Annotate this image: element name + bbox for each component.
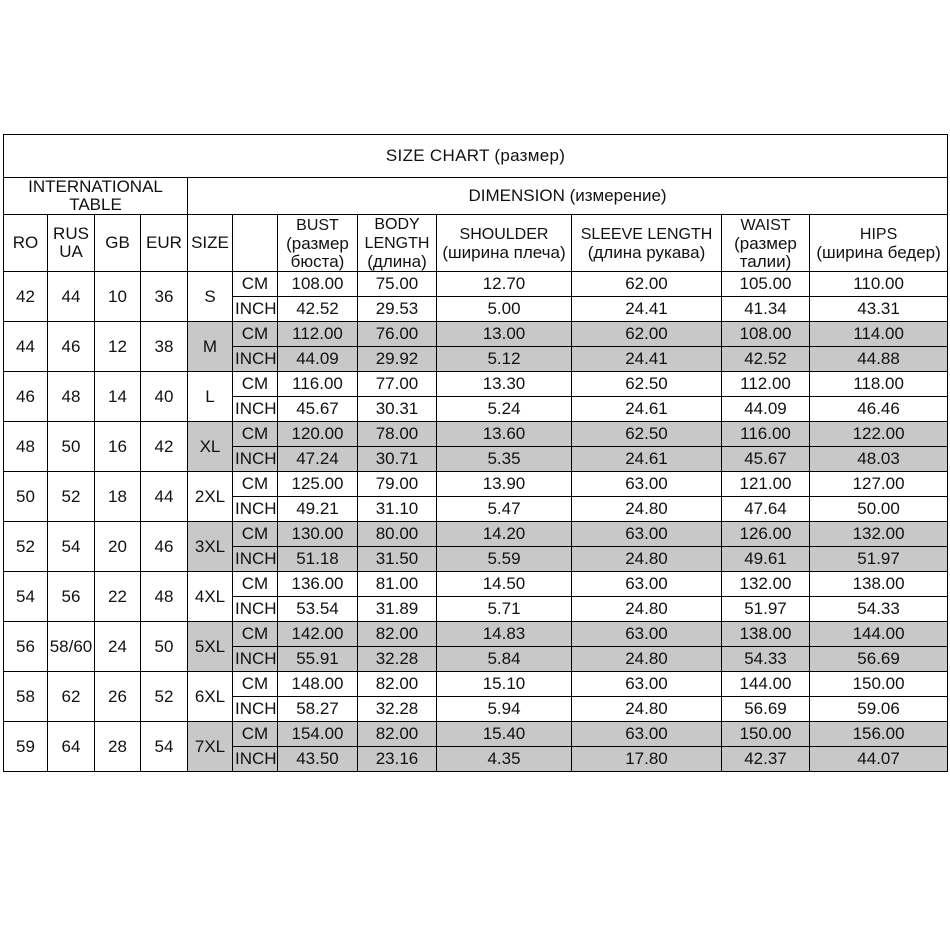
bust-value: 130.00 xyxy=(278,522,358,547)
unit-cm-cell: CM xyxy=(233,622,278,647)
header-size: SIZE xyxy=(188,215,233,272)
unit-inch-cell: INCH xyxy=(233,397,278,422)
rus-ua-cell: 46 xyxy=(48,322,95,372)
waist-value: 105.00 xyxy=(722,272,810,297)
size-label-cell: S xyxy=(188,272,233,322)
sleeve-length-value: 63.00 xyxy=(572,722,722,747)
hips-value: 44.07 xyxy=(810,747,948,772)
international-table-label: INTERNATIONAL TABLE xyxy=(4,178,188,215)
size-row-cm xyxy=(4,322,948,347)
gb-cell: 12 xyxy=(95,322,141,372)
unit-inch-cell: INCH xyxy=(233,547,278,572)
header-bust: BUST (размер бюста) xyxy=(278,215,358,272)
gb-cell: 26 xyxy=(95,672,141,722)
waist-value: 132.00 xyxy=(722,572,810,597)
hips-value: 51.97 xyxy=(810,547,948,572)
bust-value: 47.24 xyxy=(278,447,358,472)
waist-value: 44.09 xyxy=(722,397,810,422)
rus-ua-cell: 44 xyxy=(48,272,95,322)
shoulder-value: 13.60 xyxy=(437,422,572,447)
sleeve-length-value: 63.00 xyxy=(572,472,722,497)
size-row-cm xyxy=(4,522,948,547)
sleeve-length-value: 63.00 xyxy=(572,572,722,597)
body-length-value: 31.10 xyxy=(358,497,437,522)
waist-value: 41.34 xyxy=(722,297,810,322)
unit-cm-cell: CM xyxy=(233,572,278,597)
header-sleeve-length: SLEEVE LENGTH (длина рукава) xyxy=(572,215,722,272)
size-label-cell: 2XL xyxy=(188,472,233,522)
sleeve-length-value: 24.61 xyxy=(572,397,722,422)
eur-cell: 46 xyxy=(141,522,188,572)
body-length-value: 78.00 xyxy=(358,422,437,447)
waist-value: 138.00 xyxy=(722,622,810,647)
shoulder-value: 14.50 xyxy=(437,572,572,597)
hips-value: 156.00 xyxy=(810,722,948,747)
size-label-cell: 5XL xyxy=(188,622,233,672)
header-waist: WAIST (размер талии) xyxy=(722,215,810,272)
bust-value: 125.00 xyxy=(278,472,358,497)
unit-inch-cell: INCH xyxy=(233,297,278,322)
waist-value: 49.61 xyxy=(722,547,810,572)
unit-cm-cell: CM xyxy=(233,422,278,447)
sleeve-length-value: 62.50 xyxy=(572,372,722,397)
hips-value: 48.03 xyxy=(810,447,948,472)
shoulder-value: 5.59 xyxy=(437,547,572,572)
rus-ua-cell: 52 xyxy=(48,472,95,522)
bust-value: 42.52 xyxy=(278,297,358,322)
waist-value: 51.97 xyxy=(722,597,810,622)
waist-value: 56.69 xyxy=(722,697,810,722)
eur-cell: 54 xyxy=(141,722,188,772)
sleeve-length-value: 24.41 xyxy=(572,347,722,372)
header-unit xyxy=(233,215,278,272)
sleeve-length-value: 24.80 xyxy=(572,697,722,722)
eur-cell: 42 xyxy=(141,422,188,472)
body-length-value: 30.71 xyxy=(358,447,437,472)
body-length-value: 77.00 xyxy=(358,372,437,397)
body-length-value: 79.00 xyxy=(358,472,437,497)
eur-cell: 40 xyxy=(141,372,188,422)
size-row-cm xyxy=(4,572,948,597)
size-row-cm xyxy=(4,372,948,397)
shoulder-value: 5.00 xyxy=(437,297,572,322)
hips-value: 56.69 xyxy=(810,647,948,672)
gb-cell: 20 xyxy=(95,522,141,572)
sleeve-length-value: 24.80 xyxy=(572,647,722,672)
waist-value: 112.00 xyxy=(722,372,810,397)
header-eur: EUR xyxy=(141,215,188,272)
bust-value: 44.09 xyxy=(278,347,358,372)
bust-value: 120.00 xyxy=(278,422,358,447)
sleeve-length-value: 63.00 xyxy=(572,522,722,547)
unit-inch-cell: INCH xyxy=(233,497,278,522)
bust-value: 142.00 xyxy=(278,622,358,647)
sleeve-length-value: 62.00 xyxy=(572,272,722,297)
size-label-cell: XL xyxy=(188,422,233,472)
body-length-value: 76.00 xyxy=(358,322,437,347)
unit-cm-cell: CM xyxy=(233,372,278,397)
eur-cell: 50 xyxy=(141,622,188,672)
size-label-cell: 4XL xyxy=(188,572,233,622)
hips-value: 138.00 xyxy=(810,572,948,597)
unit-cm-cell: CM xyxy=(233,522,278,547)
unit-inch-cell: INCH xyxy=(233,647,278,672)
sleeve-length-value: 24.41 xyxy=(572,297,722,322)
hips-value: 132.00 xyxy=(810,522,948,547)
body-length-value: 75.00 xyxy=(358,272,437,297)
shoulder-value: 15.10 xyxy=(437,672,572,697)
waist-value: 126.00 xyxy=(722,522,810,547)
unit-cm-cell: CM xyxy=(233,722,278,747)
ro-cell: 46 xyxy=(4,372,48,422)
body-length-value: 32.28 xyxy=(358,697,437,722)
rus-ua-cell: 56 xyxy=(48,572,95,622)
shoulder-value: 14.20 xyxy=(437,522,572,547)
bust-value: 58.27 xyxy=(278,697,358,722)
shoulder-value: 14.83 xyxy=(437,622,572,647)
rus-ua-cell: 54 xyxy=(48,522,95,572)
bust-value: 154.00 xyxy=(278,722,358,747)
sleeve-length-value: 24.80 xyxy=(572,597,722,622)
header-rus-ua: RUS UA xyxy=(48,215,95,272)
header-body-length: BODY LENGTH (длина) xyxy=(358,215,437,272)
bust-value: 112.00 xyxy=(278,322,358,347)
shoulder-value: 5.35 xyxy=(437,447,572,472)
header-shoulder: SHOULDER (ширина плеча) xyxy=(437,215,572,272)
ro-cell: 44 xyxy=(4,322,48,372)
body-length-value: 82.00 xyxy=(358,722,437,747)
shoulder-value: 5.47 xyxy=(437,497,572,522)
ro-cell: 59 xyxy=(4,722,48,772)
hips-value: 110.00 xyxy=(810,272,948,297)
size-chart-table xyxy=(3,134,948,772)
body-length-value: 29.92 xyxy=(358,347,437,372)
gb-cell: 14 xyxy=(95,372,141,422)
shoulder-value: 12.70 xyxy=(437,272,572,297)
size-row-cm xyxy=(4,622,948,647)
shoulder-value: 5.84 xyxy=(437,647,572,672)
shoulder-value: 15.40 xyxy=(437,722,572,747)
header-ro: RO xyxy=(4,215,48,272)
size-row-cm xyxy=(4,672,948,697)
body-length-value: 32.28 xyxy=(358,647,437,672)
rus-ua-cell: 64 xyxy=(48,722,95,772)
gb-cell: 10 xyxy=(95,272,141,322)
bust-value: 116.00 xyxy=(278,372,358,397)
size-label-cell: L xyxy=(188,372,233,422)
eur-cell: 48 xyxy=(141,572,188,622)
body-length-value: 23.16 xyxy=(358,747,437,772)
sleeve-length-value: 24.80 xyxy=(572,497,722,522)
shoulder-value: 5.71 xyxy=(437,597,572,622)
shoulder-value: 13.00 xyxy=(437,322,572,347)
sleeve-length-value: 24.80 xyxy=(572,547,722,572)
waist-value: 150.00 xyxy=(722,722,810,747)
body-length-value: 31.89 xyxy=(358,597,437,622)
body-length-value: 82.00 xyxy=(358,672,437,697)
unit-cm-cell: CM xyxy=(233,272,278,297)
eur-cell: 38 xyxy=(141,322,188,372)
bust-value: 53.54 xyxy=(278,597,358,622)
body-length-value: 31.50 xyxy=(358,547,437,572)
bust-value: 43.50 xyxy=(278,747,358,772)
ro-cell: 58 xyxy=(4,672,48,722)
hips-value: 43.31 xyxy=(810,297,948,322)
rus-ua-cell: 58/60 xyxy=(48,622,95,672)
hips-value: 122.00 xyxy=(810,422,948,447)
bust-value: 108.00 xyxy=(278,272,358,297)
waist-value: 45.67 xyxy=(722,447,810,472)
bust-value: 49.21 xyxy=(278,497,358,522)
shoulder-value: 5.12 xyxy=(437,347,572,372)
chart-title: SIZE CHART (размер) xyxy=(4,135,948,178)
unit-cm-cell: CM xyxy=(233,472,278,497)
unit-inch-cell: INCH xyxy=(233,597,278,622)
unit-inch-cell: INCH xyxy=(233,447,278,472)
size-row-cm xyxy=(4,272,948,297)
sleeve-length-value: 63.00 xyxy=(572,622,722,647)
shoulder-value: 4.35 xyxy=(437,747,572,772)
size-label-cell: 3XL xyxy=(188,522,233,572)
header-gb: GB xyxy=(95,215,141,272)
body-length-value: 80.00 xyxy=(358,522,437,547)
hips-value: 59.06 xyxy=(810,697,948,722)
ro-cell: 56 xyxy=(4,622,48,672)
eur-cell: 36 xyxy=(141,272,188,322)
hips-value: 54.33 xyxy=(810,597,948,622)
eur-cell: 44 xyxy=(141,472,188,522)
sleeve-length-value: 63.00 xyxy=(572,672,722,697)
shoulder-value: 5.24 xyxy=(437,397,572,422)
gb-cell: 16 xyxy=(95,422,141,472)
hips-value: 144.00 xyxy=(810,622,948,647)
hips-value: 44.88 xyxy=(810,347,948,372)
size-row-cm xyxy=(4,722,948,747)
rus-ua-cell: 50 xyxy=(48,422,95,472)
unit-cm-cell: CM xyxy=(233,322,278,347)
bust-value: 55.91 xyxy=(278,647,358,672)
sleeve-length-value: 62.00 xyxy=(572,322,722,347)
body-length-value: 30.31 xyxy=(358,397,437,422)
gb-cell: 18 xyxy=(95,472,141,522)
bust-value: 51.18 xyxy=(278,547,358,572)
body-length-value: 82.00 xyxy=(358,622,437,647)
sleeve-length-value: 24.61 xyxy=(572,447,722,472)
dimension-label: DIMENSION (измерение) xyxy=(188,178,948,215)
hips-value: 50.00 xyxy=(810,497,948,522)
waist-value: 108.00 xyxy=(722,322,810,347)
ro-cell: 48 xyxy=(4,422,48,472)
hips-value: 114.00 xyxy=(810,322,948,347)
size-row-cm xyxy=(4,472,948,497)
waist-value: 121.00 xyxy=(722,472,810,497)
shoulder-value: 13.30 xyxy=(437,372,572,397)
body-length-value: 81.00 xyxy=(358,572,437,597)
eur-cell: 52 xyxy=(141,672,188,722)
waist-value: 42.52 xyxy=(722,347,810,372)
gb-cell: 28 xyxy=(95,722,141,772)
waist-value: 116.00 xyxy=(722,422,810,447)
gb-cell: 22 xyxy=(95,572,141,622)
unit-inch-cell: INCH xyxy=(233,347,278,372)
size-label-cell: 6XL xyxy=(188,672,233,722)
sleeve-length-value: 17.80 xyxy=(572,747,722,772)
size-label-cell: M xyxy=(188,322,233,372)
size-label-cell: 7XL xyxy=(188,722,233,772)
hips-value: 150.00 xyxy=(810,672,948,697)
waist-value: 42.37 xyxy=(722,747,810,772)
ro-cell: 54 xyxy=(4,572,48,622)
body-length-value: 29.53 xyxy=(358,297,437,322)
waist-value: 144.00 xyxy=(722,672,810,697)
size-rows xyxy=(4,272,948,772)
hips-value: 118.00 xyxy=(810,372,948,397)
header-hips: HIPS (ширина бедер) xyxy=(810,215,948,272)
shoulder-value: 5.94 xyxy=(437,697,572,722)
gb-cell: 24 xyxy=(95,622,141,672)
waist-value: 54.33 xyxy=(722,647,810,672)
ro-cell: 50 xyxy=(4,472,48,522)
ro-cell: 42 xyxy=(4,272,48,322)
bust-value: 45.67 xyxy=(278,397,358,422)
rus-ua-cell: 62 xyxy=(48,672,95,722)
unit-inch-cell: INCH xyxy=(233,697,278,722)
rus-ua-cell: 48 xyxy=(48,372,95,422)
sleeve-length-value: 62.50 xyxy=(572,422,722,447)
unit-cm-cell: CM xyxy=(233,672,278,697)
bust-value: 136.00 xyxy=(278,572,358,597)
hips-value: 127.00 xyxy=(810,472,948,497)
size-row-cm xyxy=(4,422,948,447)
hips-value: 46.46 xyxy=(810,397,948,422)
shoulder-value: 13.90 xyxy=(437,472,572,497)
bust-value: 148.00 xyxy=(278,672,358,697)
unit-inch-cell: INCH xyxy=(233,747,278,772)
waist-value: 47.64 xyxy=(722,497,810,522)
ro-cell: 52 xyxy=(4,522,48,572)
